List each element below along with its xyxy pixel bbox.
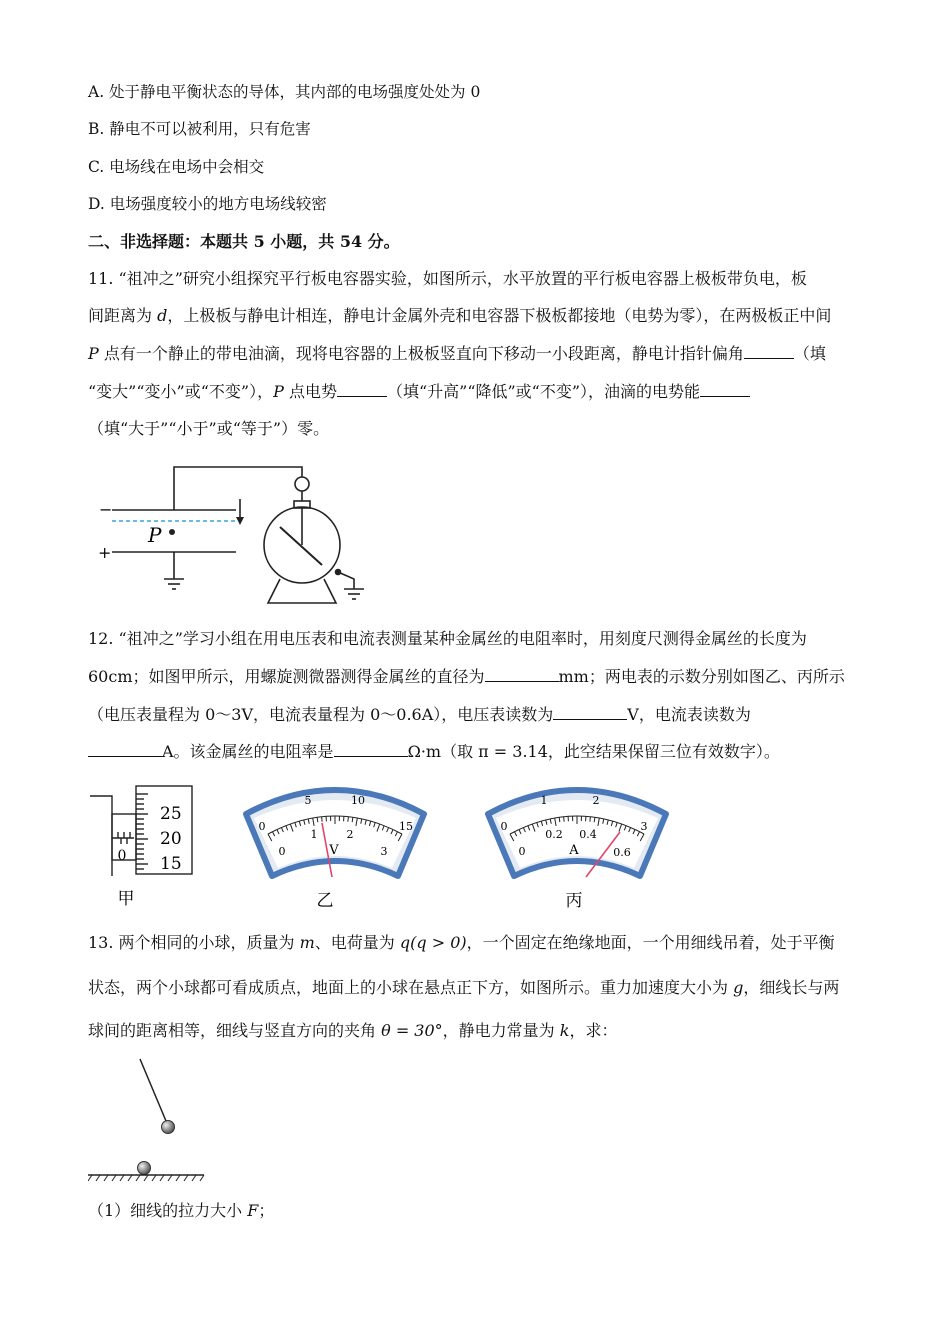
q12-text: （电压表量程为 0～3V，电流表量程为 0～0.6A），电压表读数为 (88, 705, 554, 724)
ground-ball (138, 1162, 151, 1175)
v-outer-tick-5: 5 (304, 794, 312, 807)
q13-text: ，细线长与两 (743, 978, 840, 997)
a-outer-tick-1: 1 (540, 794, 548, 807)
minus-sign: − (99, 500, 113, 519)
a-inner-tick-06: 0.6 (613, 846, 631, 859)
section-heading: 二、非选择题：本题共 5 小题，共 54 分。 (88, 232, 400, 251)
q11-text: （填 (793, 344, 826, 363)
a-inner-tick-02: 0.2 (545, 828, 563, 841)
q11-var-p: P (88, 344, 99, 363)
q12-text: mm；两电表的示数分别如图乙、丙所示 (558, 667, 845, 686)
v-inner-tick-2: 2 (346, 828, 354, 841)
q11-line-2 (88, 304, 831, 328)
q13-line-2 (88, 976, 839, 1000)
q13-text: （1）细线的拉力大小 (88, 1201, 248, 1220)
q13-text: 13. 两个相同的小球，质量为 (88, 933, 300, 952)
electrometer-knob (295, 477, 309, 491)
q11-text: 点电势 (283, 382, 337, 401)
q11-line-4 (88, 380, 750, 404)
q11-var-d: d (157, 306, 168, 325)
oil-drop (169, 529, 175, 535)
q13-var-q: q(q > 0) (399, 933, 467, 952)
voltmeter-unit: V (329, 843, 339, 858)
v-inner-tick-1: 1 (310, 828, 318, 841)
q12-line-1: 12. “祖冲之”学习小组在用电压表和电流表测量某种金属丝的电阻率时，用刻度尺测得金属丝的长度为 (88, 629, 807, 648)
q13-text: 状态，两个小球都可看成质点，地面上的小球在悬点正下方，如图所示。重力加速度大小为 (88, 978, 734, 997)
q13-var-theta: θ = 30° (381, 1021, 443, 1040)
answer-blank[interactable] (485, 665, 559, 682)
a-outer-tick-2: 2 (592, 794, 600, 807)
ground-hatching (88, 1175, 204, 1181)
q13-text: ； (258, 1201, 275, 1220)
q11-text: ，上极板与静电计相连，静电计金属外壳和电容器下极板都接地（电势为零），在两极板正中间 (167, 306, 832, 325)
a-inner-tick-04: 0.4 (579, 828, 597, 841)
answer-blank[interactable] (744, 342, 794, 359)
q13-line-3 (88, 1019, 617, 1043)
q13-sub-1 (88, 1199, 274, 1223)
q13-text: ，静电力常量为 (442, 1021, 560, 1040)
scale-tick (322, 817, 323, 822)
voltmeter-figure (240, 780, 430, 910)
micrometer-scale-20: 20 (160, 829, 182, 849)
scale-tick (559, 817, 560, 822)
q11-line-5: （填“大于”“小于”或“等于”）零。 (88, 419, 330, 438)
pendulum-figure (88, 1055, 218, 1185)
electrometer-pointer (280, 527, 322, 565)
micrometer-figure (88, 780, 208, 910)
q12-text: Ω·m（取 π = 3.14，此空结果保留三位有效数字）。 (407, 742, 780, 761)
q13-var-f: F (247, 1201, 259, 1220)
point-p-label: P (148, 523, 162, 547)
q11-text: “变大”“变小”或“不变”）， (88, 382, 274, 401)
q11-var-p: P (273, 382, 284, 401)
q13-var-g: g (733, 978, 744, 997)
v-inner-tick-3: 3 (380, 845, 388, 858)
micrometer-caption: 甲 (117, 889, 135, 909)
q11-line-3 (88, 342, 826, 366)
q12-line-4 (88, 740, 780, 764)
scale-tick (352, 817, 353, 822)
option-a: A. 处于静电平衡状态的导体，其内部的电场强度处处为 0 (88, 83, 481, 101)
answer-blank[interactable] (334, 740, 408, 757)
v-outer-tick-15: 15 (399, 820, 413, 833)
answer-blank[interactable] (700, 380, 750, 397)
q13-text: 、电荷量为 (314, 933, 400, 952)
v-inner-tick-0: 0 (278, 845, 286, 858)
answer-blank[interactable] (553, 703, 627, 720)
q11-text: 点有一个静止的带电油滴，现将电容器的上极板竖直向下移动一小段距离，静电计指针偏角 (98, 344, 744, 363)
connecting-wire (174, 467, 302, 510)
voltmeter-caption: 乙 (316, 891, 334, 910)
string (140, 1059, 166, 1121)
hanging-ball (162, 1121, 175, 1134)
ammeter-caption: 丙 (565, 891, 583, 911)
q13-var-k: k (559, 1021, 570, 1040)
q11-text: 间距离为 (88, 306, 158, 325)
scale-tick (594, 817, 595, 822)
q11-text: （填“升高”“降低”或“不变”），油滴的电势能 (386, 382, 701, 401)
v-outer-tick-10: 10 (351, 794, 365, 807)
scale-tick (348, 817, 349, 822)
q13-text: ，一个固定在绝缘地面，一个用细线吊着，处于平衡 (466, 933, 835, 952)
ammeter-unit: A (569, 843, 579, 858)
a-inner-tick-0: 0 (518, 845, 526, 858)
q13-text: 球间的距离相等，细线与竖直方向的夹角 (88, 1021, 382, 1040)
option-b: B. 静电不可以被利用，只有危害 (88, 120, 311, 138)
plus-sign: + (98, 543, 112, 562)
q13-text: ，求： (569, 1021, 618, 1040)
micrometer-scale-25: 25 (160, 804, 182, 824)
ammeter-figure (482, 780, 672, 915)
option-c: C. 电场线在电场中会相交 (88, 158, 265, 176)
q13-var-m: m (299, 933, 315, 952)
v-outer-tick-0: 0 (258, 820, 266, 833)
a-outer-tick-0: 0 (500, 820, 508, 833)
q11-line-1: 11. “祖冲之”研究小组探究平行板电容器实验，如图所示，水平放置的平行板电容器上极板带负电，板 (88, 269, 807, 288)
answer-blank[interactable] (337, 380, 387, 397)
answer-blank[interactable] (88, 740, 162, 757)
scale-tick (317, 817, 318, 822)
scale-tick (590, 817, 591, 822)
micrometer-scale-15: 15 (160, 854, 182, 874)
q12-text: 60cm；如图甲所示，用螺旋测微器测得金属丝的直径为 (88, 667, 485, 686)
q12-text: V，电流表读数为 (627, 705, 751, 724)
capacitor-figure (90, 455, 380, 615)
q12-line-2 (88, 665, 845, 689)
option-d: D. 电场强度较小的地方电场线较密 (88, 195, 327, 213)
micrometer-zero: 0 (117, 848, 127, 864)
q12-line-3 (88, 703, 751, 727)
a-outer-tick-3: 3 (640, 820, 648, 833)
scale-tick (564, 817, 565, 822)
q13-line-1 (88, 931, 835, 955)
q12-text: A。该金属丝的电阻率是 (162, 742, 334, 761)
